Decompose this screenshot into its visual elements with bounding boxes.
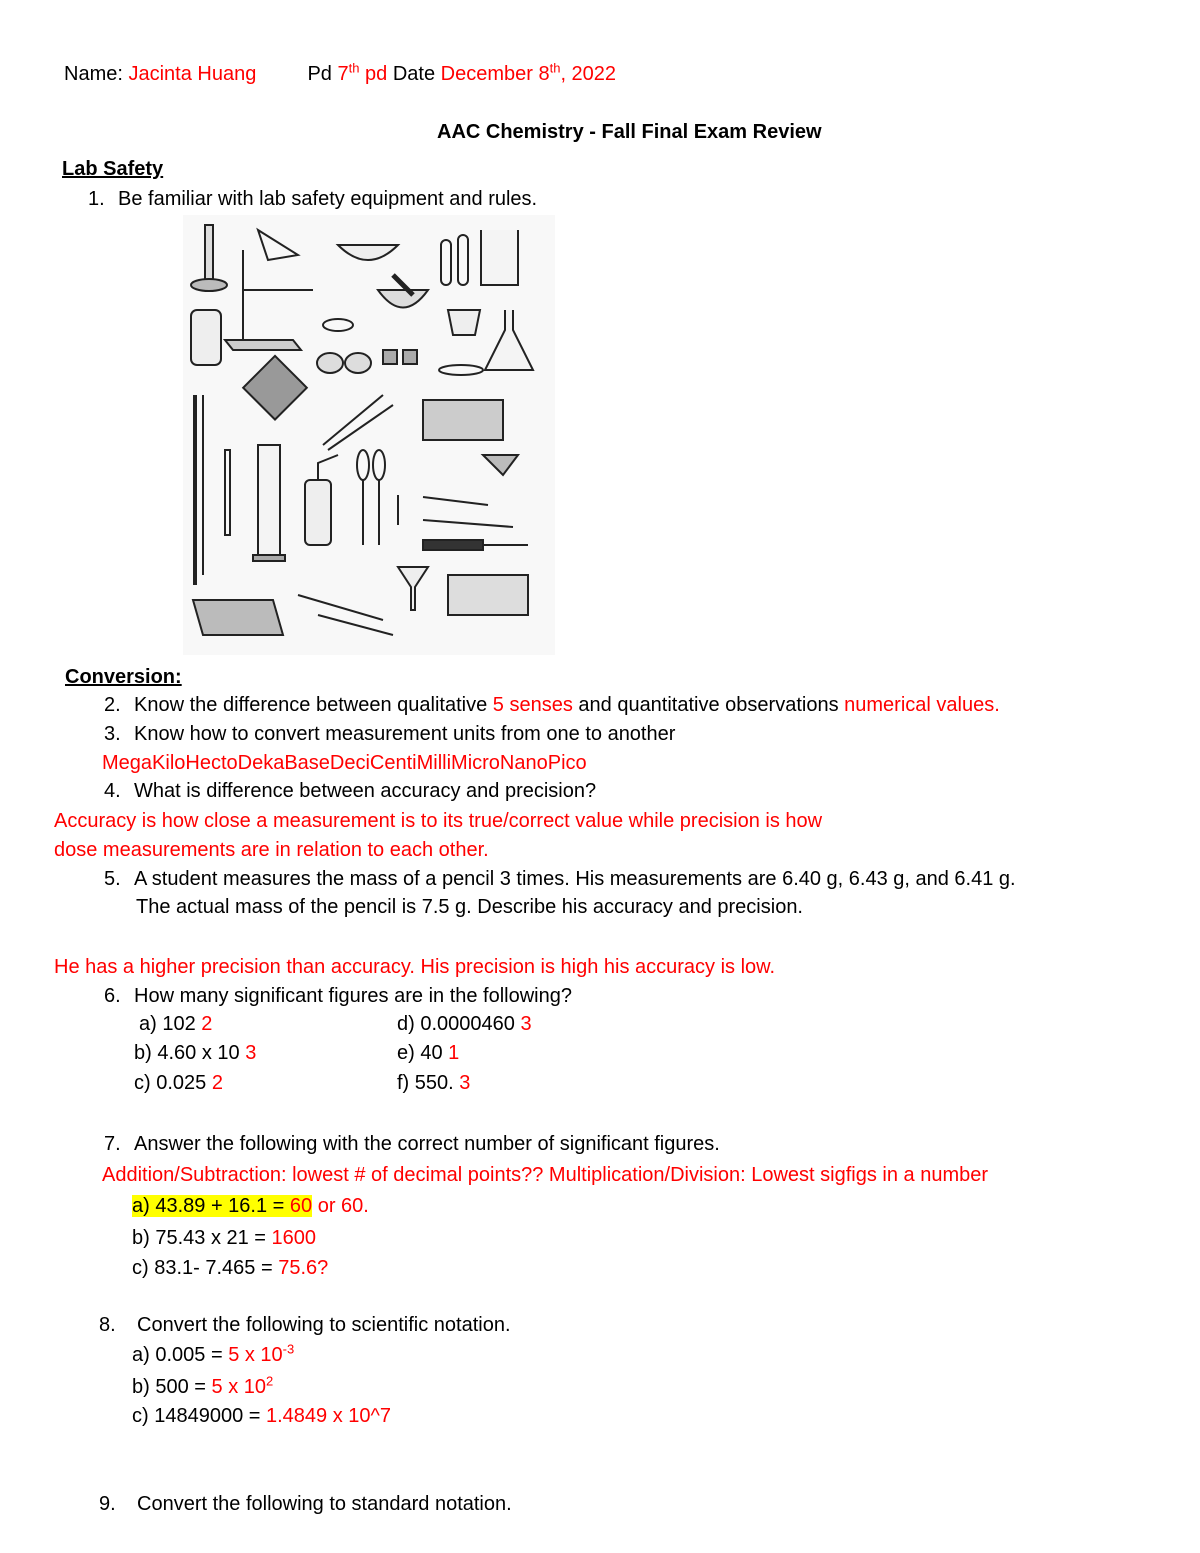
q6-item-e: e) 40 1 (397, 1042, 460, 1064)
question-8: 8. Convert the following to scientific notation. (99, 1314, 511, 1336)
q3-answer: MegaKiloHectoDekaBaseDeciCentiMilliMicroNanoPico (102, 752, 587, 774)
question-4: 4. What is difference between accuracy and precision? (104, 780, 597, 802)
q6-item-a: a) 102 2 (139, 1013, 213, 1035)
pd-value: 7th pd (337, 60, 388, 85)
q7-item-c: c) 83.1- 7.465 = 75.6? (132, 1257, 329, 1279)
question-5-line-2: The actual mass of the pencil is 7.5 g. Describe his accuracy and precision. (136, 896, 803, 918)
q7-rule: Addition/Subtraction: lowest # of decimal points?? Multiplication/Division: Lowest sigfigs in a number (102, 1164, 989, 1186)
q6-item-f: f) 550. 3 (397, 1072, 471, 1094)
page-title: AAC Chemistry - Fall Final Exam Review (437, 121, 822, 143)
name-value: Jacinta Huang (128, 63, 257, 85)
lab-equipment-drawing (183, 215, 555, 655)
q7-item-b: b) 75.43 x 21 = 1600 (132, 1227, 317, 1249)
date-value: December 8th, 2022 (440, 60, 617, 85)
q4-answer-line-2: dose measurements are in relation to each other. (54, 839, 489, 861)
date-label: Date (392, 63, 436, 85)
q2-answer-2: numerical values. (844, 694, 1000, 716)
lab-safety-heading: Lab Safety (62, 158, 164, 180)
question-6: 6. How many significant figures are in the following? (104, 985, 572, 1007)
q8-item-b: b) 500 = 5 x $10^2$ (132, 1373, 274, 1398)
pd-label: Pd (307, 63, 332, 85)
question-9: 9. Convert the following to standard notation. (99, 1493, 512, 1515)
q8-item-a: a) 0.005 = 5 x $10^{-3}$ (132, 1341, 295, 1366)
q6-item-d: d) 0.0000460 3 (397, 1013, 532, 1035)
question-3: 3. Know how to convert measurement units from one to another (104, 723, 676, 745)
q4-answer-line-1: Accuracy is how close a measurement is to its true/correct value while precision is how (54, 810, 823, 832)
q7-item-a: a) 43.89 + 16.1 = 60 or 60. (132, 1195, 369, 1217)
question-5: 5. A student measures the mass of a pencil 3 times. His measurements are 6.40 g, 6.43 g, and 6.41 g. (104, 868, 1016, 890)
q6-item-c: c) 0.025 2 (134, 1072, 223, 1094)
q6-item-b: b) 4.60 x 10 3 (134, 1042, 257, 1064)
q5-answer: He has a higher precision than accuracy. His precision is high his accuracy is low. (54, 956, 776, 978)
question-1: 1. Be familiar with lab safety equipment and rules. (88, 188, 538, 210)
name-label: Name: (64, 63, 123, 85)
conversion-heading: Conversion: (65, 666, 182, 688)
question-2: 2. Know the difference between qualitative 5 senses and quantitative observations numerical values. (104, 694, 1000, 716)
question-7: 7. Answer the following with the correct number of significant figures. (104, 1133, 720, 1155)
header-line (64, 62, 616, 86)
lab-equipment-illustration (183, 215, 555, 655)
q2-answer-1: 5 senses (492, 694, 573, 716)
q8-item-c: c) 14849000 = 1.4849 x 10^7 (132, 1405, 392, 1427)
